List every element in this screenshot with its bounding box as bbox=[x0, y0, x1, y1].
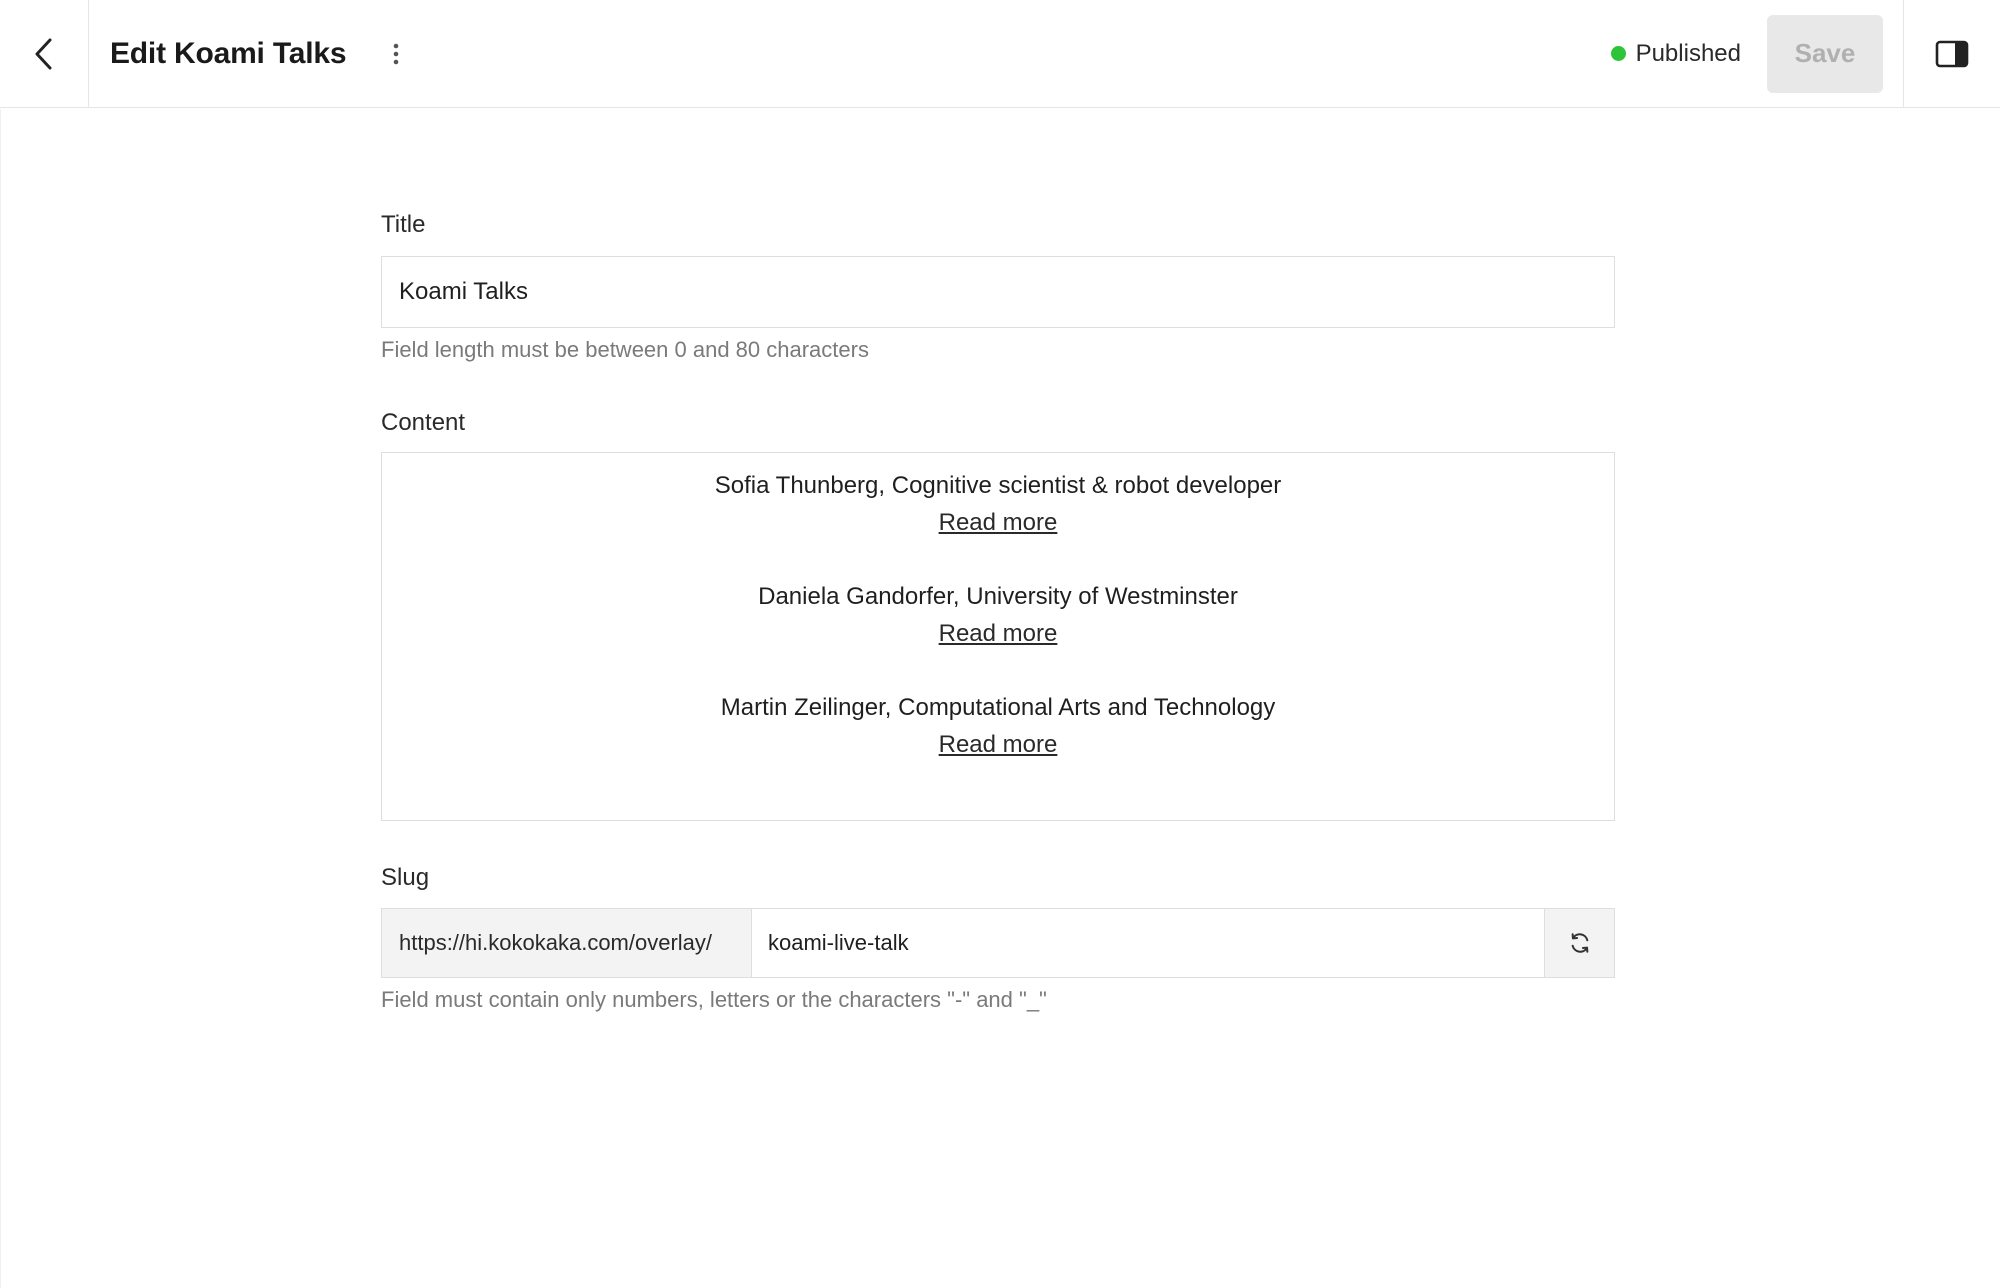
back-button[interactable] bbox=[0, 0, 89, 108]
content-entry bbox=[382, 468, 1614, 542]
read-more-link[interactable]: Read more bbox=[938, 620, 1058, 647]
toggle-sidebar-button[interactable] bbox=[1903, 0, 2000, 108]
regenerate-slug-button[interactable] bbox=[1544, 909, 1614, 977]
editor-main bbox=[0, 109, 2000, 1288]
content-entry bbox=[382, 690, 1614, 764]
save-button[interactable]: Save bbox=[1767, 15, 1883, 93]
slug-field bbox=[381, 908, 1615, 978]
refresh-icon bbox=[1569, 932, 1591, 954]
status-label: Published bbox=[1635, 39, 1741, 67]
sidebar-panel-icon bbox=[1935, 40, 1969, 68]
chevron-left-icon bbox=[33, 37, 55, 71]
speaker-name: Sofia Thunberg, Cognitive scientist & robot developer bbox=[714, 472, 1282, 499]
title-hint: Field length must be between 0 and 80 characters bbox=[381, 337, 869, 362]
content-entry bbox=[382, 579, 1614, 653]
status-dot bbox=[1611, 46, 1626, 61]
slug-hint: Field must contain only numbers, letters or the characters "-" and "_" bbox=[381, 987, 1047, 1012]
content-label: Content bbox=[381, 409, 466, 436]
slug-label: Slug bbox=[381, 864, 430, 891]
vertical-dots-icon bbox=[393, 43, 399, 65]
page-title: Edit Koami Talks bbox=[110, 36, 347, 70]
more-options-button[interactable] bbox=[382, 34, 410, 74]
speaker-name: Martin Zeilinger, Computational Arts and Technology bbox=[720, 694, 1276, 721]
read-more-link[interactable]: Read more bbox=[938, 731, 1058, 758]
speaker-name: Daniela Gandorfer, University of Westminster bbox=[758, 583, 1238, 610]
title-label: Title bbox=[381, 211, 426, 238]
slug-input[interactable] bbox=[752, 909, 1544, 977]
content-editor[interactable] bbox=[381, 452, 1615, 821]
title-input[interactable] bbox=[381, 256, 1615, 328]
top-bar bbox=[0, 0, 2000, 108]
slug-prefix: https://hi.kokokaka.com/overlay/ bbox=[382, 909, 752, 977]
read-more-link[interactable]: Read more bbox=[938, 509, 1058, 536]
publish-status bbox=[1611, 40, 1741, 68]
